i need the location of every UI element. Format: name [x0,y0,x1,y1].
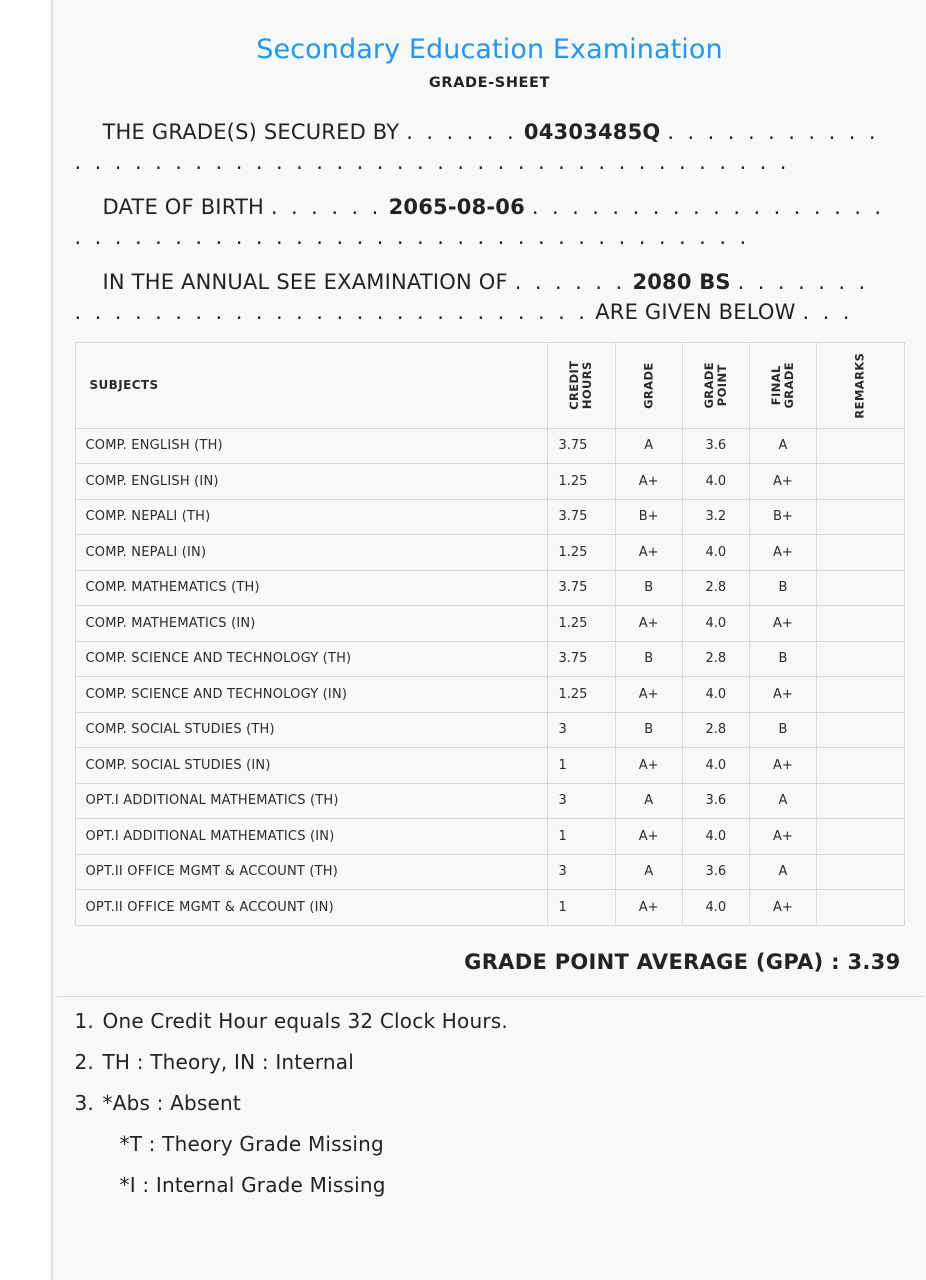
exam-year-value: 2080 BS [632,269,731,294]
final-grade-value: B [749,570,816,606]
credit-hours-value: 3.75 [548,499,615,535]
dots-leader: . . . . . . [270,194,382,219]
grade-point-value: 4.0 [682,677,749,713]
notes-block [57,996,923,1195]
subject-name: COMP. SCIENCE AND TECHNOLOGY (TH) [75,641,548,677]
table-row [75,783,904,819]
table-row [75,712,904,748]
remarks-value [816,535,904,571]
credit-hours-value: 1.25 [548,606,615,642]
table-row [75,535,904,571]
dots-leader-tail: . . . [802,300,853,325]
final-grade-value: A [749,854,816,890]
grade-point-value: 4.0 [682,748,749,784]
remarks-value [816,499,904,535]
table-row [75,428,904,464]
grade-value: B [615,570,682,606]
final-grade-value: B [749,712,816,748]
grade-value: B [615,641,682,677]
grade-value: A [615,428,682,464]
remarks-value [816,748,904,784]
credit-hours-value: 1 [548,890,615,926]
credit-hours-value: 1.25 [548,535,615,571]
column-header-remarks [816,342,904,428]
statement-date-of-birth [75,192,905,253]
grade-point-value: 3.2 [682,499,749,535]
remarks-value [816,464,904,500]
table-row [75,464,904,500]
grade-point-value: 4.0 [682,464,749,500]
final-grade-value: A+ [749,464,816,500]
remarks-value [816,819,904,855]
credit-hours-value: 3 [548,783,615,819]
credit-hours-value: 1.25 [548,464,615,500]
grade-point-value: 2.8 [682,641,749,677]
grade-point-value: 3.6 [682,783,749,819]
grade-point-line2: POINT [714,364,729,407]
column-header-grade [615,342,682,428]
column-header-final-grade [749,342,816,428]
gpa-line: GRADE POINT AVERAGE (GPA) : 3.39 [464,949,901,974]
column-header-credit-hours [548,342,615,428]
remarks-value [816,606,904,642]
remarks-value [816,890,904,926]
grade-value: A+ [615,890,682,926]
subject-name: OPT.I ADDITIONAL MATHEMATICS (IN) [75,819,548,855]
final-grade-value: A+ [749,748,816,784]
table-row [75,641,904,677]
table-row [75,570,904,606]
table-row [75,748,904,784]
note-item [75,1131,923,1156]
remarks-value [816,641,904,677]
grade-head-label: GRADE [641,361,656,409]
symbol-number-value: 04303485Q [523,120,661,144]
final-grade-value: A+ [749,890,816,926]
subject-name: COMP. MATHEMATICS (IN) [75,606,548,642]
grade-point-line1: GRADE [701,361,716,409]
grade-sheet-document [52,0,926,1280]
grade-point-value: 3.6 [682,428,749,464]
given-below-label: ARE GIVEN BELOW [595,300,796,325]
page-subtitle: GRADE-SHEET [428,75,551,91]
note-item [74,1008,923,1033]
credit-hours-line2: HOURS [580,361,595,410]
note-number: 2. [74,1049,94,1074]
subject-name: OPT.I ADDITIONAL MATHEMATICS (TH) [75,783,548,819]
credit-hours-value: 1 [548,819,615,855]
grade-value: B+ [615,499,682,535]
note-text: *I : Internal Grade Missing [119,1172,386,1197]
final-grade-line2: GRADE [781,361,796,409]
column-header-grade-point [682,342,749,428]
grade-value: A+ [615,606,682,642]
table-row [75,890,904,926]
grade-value: A+ [615,677,682,713]
grade-point-value: 4.0 [682,819,749,855]
note-item [75,1172,923,1197]
column-header-subjects: SUBJECTS [75,342,548,428]
grades-table-head [75,342,904,428]
grade-value: A+ [615,464,682,500]
grade-value: A [615,783,682,819]
grade-value: A+ [615,748,682,784]
credit-hours-value: 1 [548,748,615,784]
final-grade-value: B [749,641,816,677]
dots-leader-line2: . . . . . . . . . . . . . . . . . . . . . . . . . . [74,300,589,325]
final-grade-value: A+ [749,677,816,713]
dob-label: DATE OF BIRTH [102,194,264,219]
remarks-value [816,428,904,464]
credit-hours-value: 3.75 [548,428,615,464]
grade-point-value: 4.0 [682,606,749,642]
page-left-gutter [0,0,52,1280]
subject-name: COMP. ENGLISH (TH) [75,428,548,464]
subject-name: COMP. MATHEMATICS (TH) [75,570,548,606]
dob-value: 2065-08-06 [388,194,525,219]
table-row [75,677,904,713]
grade-value: A+ [615,819,682,855]
final-grade-value: B+ [749,499,816,535]
remarks-head-label: REMARKS [852,352,867,419]
note-text: TH : Theory, IN : Internal [102,1049,355,1074]
table-row [75,606,904,642]
grades-table [75,342,905,926]
final-grade-value: A+ [749,535,816,571]
credit-hours-value: 3.75 [548,570,615,606]
table-header-row [75,342,904,428]
note-item [74,1049,923,1074]
note-text: *T : Theory Grade Missing [119,1131,384,1156]
grade-point-value: 4.0 [682,535,749,571]
statement-grades-secured [75,117,905,178]
statement-exam-year [75,267,905,328]
dots-leader: . . . . . . . . . . . [667,120,879,144]
page-title: Secondary Education Examination [256,34,723,65]
grade-point-value: 4.0 [682,890,749,926]
note-text: *Abs : Absent [102,1090,241,1115]
grade-value: B [615,712,682,748]
final-grade-line1: FINAL [768,365,783,406]
dots-leader-line2: . . . . . . . . . . . . . . . . . . . . . . . . . . . . . . . . . . . . [74,150,790,175]
given-below-line [75,297,901,327]
credit-hours-line1: CREDIT [567,360,582,410]
remarks-value [816,570,904,606]
remarks-value [816,712,904,748]
dots-leader: . . . . . . [406,120,518,144]
subject-name: COMP. ENGLISH (IN) [75,464,548,500]
grades-table-body [75,428,904,925]
table-row [75,819,904,855]
remarks-value [816,783,904,819]
subject-name: COMP. SOCIAL STUDIES (IN) [75,748,548,784]
credit-hours-value: 3 [548,854,615,890]
note-text: One Credit Hour equals 32 Clock Hours. [102,1008,508,1033]
note-number: 1. [74,1008,94,1033]
exam-label: IN THE ANNUAL SEE EXAMINATION OF [102,269,508,294]
credit-hours-value: 3.75 [548,641,615,677]
final-grade-value: A [749,428,816,464]
dots-leader: . . . . . . [514,269,626,294]
grade-point-value: 2.8 [682,570,749,606]
subject-name: COMP. SOCIAL STUDIES (TH) [75,712,548,748]
final-grade-value: A [749,783,816,819]
note-number: 3. [74,1090,94,1115]
subject-name: COMP. NEPALI (IN) [75,535,548,571]
subject-name: COMP. SCIENCE AND TECHNOLOGY (IN) [75,677,548,713]
grade-point-value: 3.6 [682,854,749,890]
dots-leader: . . . . . . . [737,269,869,294]
subject-name: COMP. NEPALI (TH) [75,499,548,535]
grade-point-value: 2.8 [682,712,749,748]
table-row [75,854,904,890]
remarks-value [816,677,904,713]
dots-leader: . . . . . . . . . . . . . . . . . . [531,194,885,219]
subject-name: OPT.II OFFICE MGMT & ACCOUNT (IN) [75,890,548,926]
grades-secured-label: THE GRADE(S) SECURED BY [102,120,400,144]
credit-hours-value: 1.25 [548,677,615,713]
final-grade-value: A+ [749,819,816,855]
grade-value: A [615,854,682,890]
remarks-value [816,854,904,890]
credit-hours-value: 3 [548,712,615,748]
table-row [75,499,904,535]
note-item [74,1090,923,1115]
final-grade-value: A+ [749,606,816,642]
grade-value: A+ [615,535,682,571]
dots-leader-line2: . . . . . . . . . . . . . . . . . . . . . . . . . . . . . . . . . . [74,225,750,250]
subject-name: OPT.II OFFICE MGMT & ACCOUNT (TH) [75,854,548,890]
